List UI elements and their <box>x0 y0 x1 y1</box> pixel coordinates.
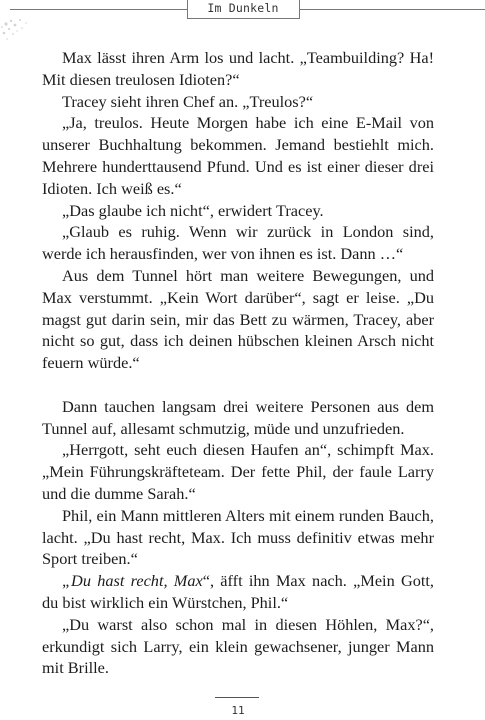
paragraph-rest: “, äfft ihn Max nach. „Mein Gott, du bist wirklich ein Würstchen, Phil.“ <box>42 571 434 612</box>
paragraph: Max lässt ihren Arm los und lacht. „Teambuilding? Ha! Mit diesen treulosen Idioten?“ <box>42 48 434 89</box>
paragraph-with-italic-quote <box>42 570 434 614</box>
paragraph: Aus dem Tunnel hört man weitere Bewegungen, und Max verstummt. „Kein Wort darüber“, sagt er leise. „Du magst gut darin sein, mir das Bett zu wärmen, Tracey, aber nicht so gut, dass ich deinen hübschen kleinen Arsch nicht feuern würde.“ <box>42 265 434 373</box>
body-text <box>42 47 434 679</box>
page-number: 11 <box>231 704 245 717</box>
paragraph: Dann tauchen langsam drei weitere Personen aus dem Tunnel auf, allesamt schmutzig, müde und unzufrieden. <box>42 396 434 438</box>
running-head: Im Dunkeln <box>207 1 279 15</box>
paragraph: Tracey sieht ihren Chef an. „Treulos?“ <box>62 91 314 111</box>
corner-ornament <box>0 12 40 50</box>
paragraph: „Du warst also schon mal in diesen Höhlen, Max?“, erkundigt sich Larry, ein klein gewachsener, junger Mann mit Brille. <box>42 614 434 678</box>
footer-rule <box>215 697 259 698</box>
paragraph: Phil, ein Mann mittleren Alters mit einem runden Bauch, lacht. „Du hast recht, Max. Ich muss definitiv etwas mehr Sport treiben.“ <box>42 505 434 569</box>
paragraph: „Glaub es ruhig. Wenn wir zurück in London sind, werde ich herausfinden, wer von ihnen es ist. Dann …“ <box>42 222 434 264</box>
paragraph: „Ja, treulos. Heute Morgen habe ich eine E-Mail von unserer Buchhaltung bekommen. Jemand bestiehlt mich. Mehrere hunderttausend Pfund. Und es ist einer dieser drei Idioten. Ich weiß es.“ <box>42 113 434 198</box>
italic-quote: „Du hast recht, Max <box>62 571 203 591</box>
paragraph: „Das glaube ich nicht“, erwidert Tracey. <box>62 200 324 220</box>
paragraph: „Herrgott, seht euch diesen Haufen an“, schimpft Max. „Mein Führungskräfteteam. Der fette Phil, der faule Larry und die dumme Sarah.“ <box>42 440 434 503</box>
